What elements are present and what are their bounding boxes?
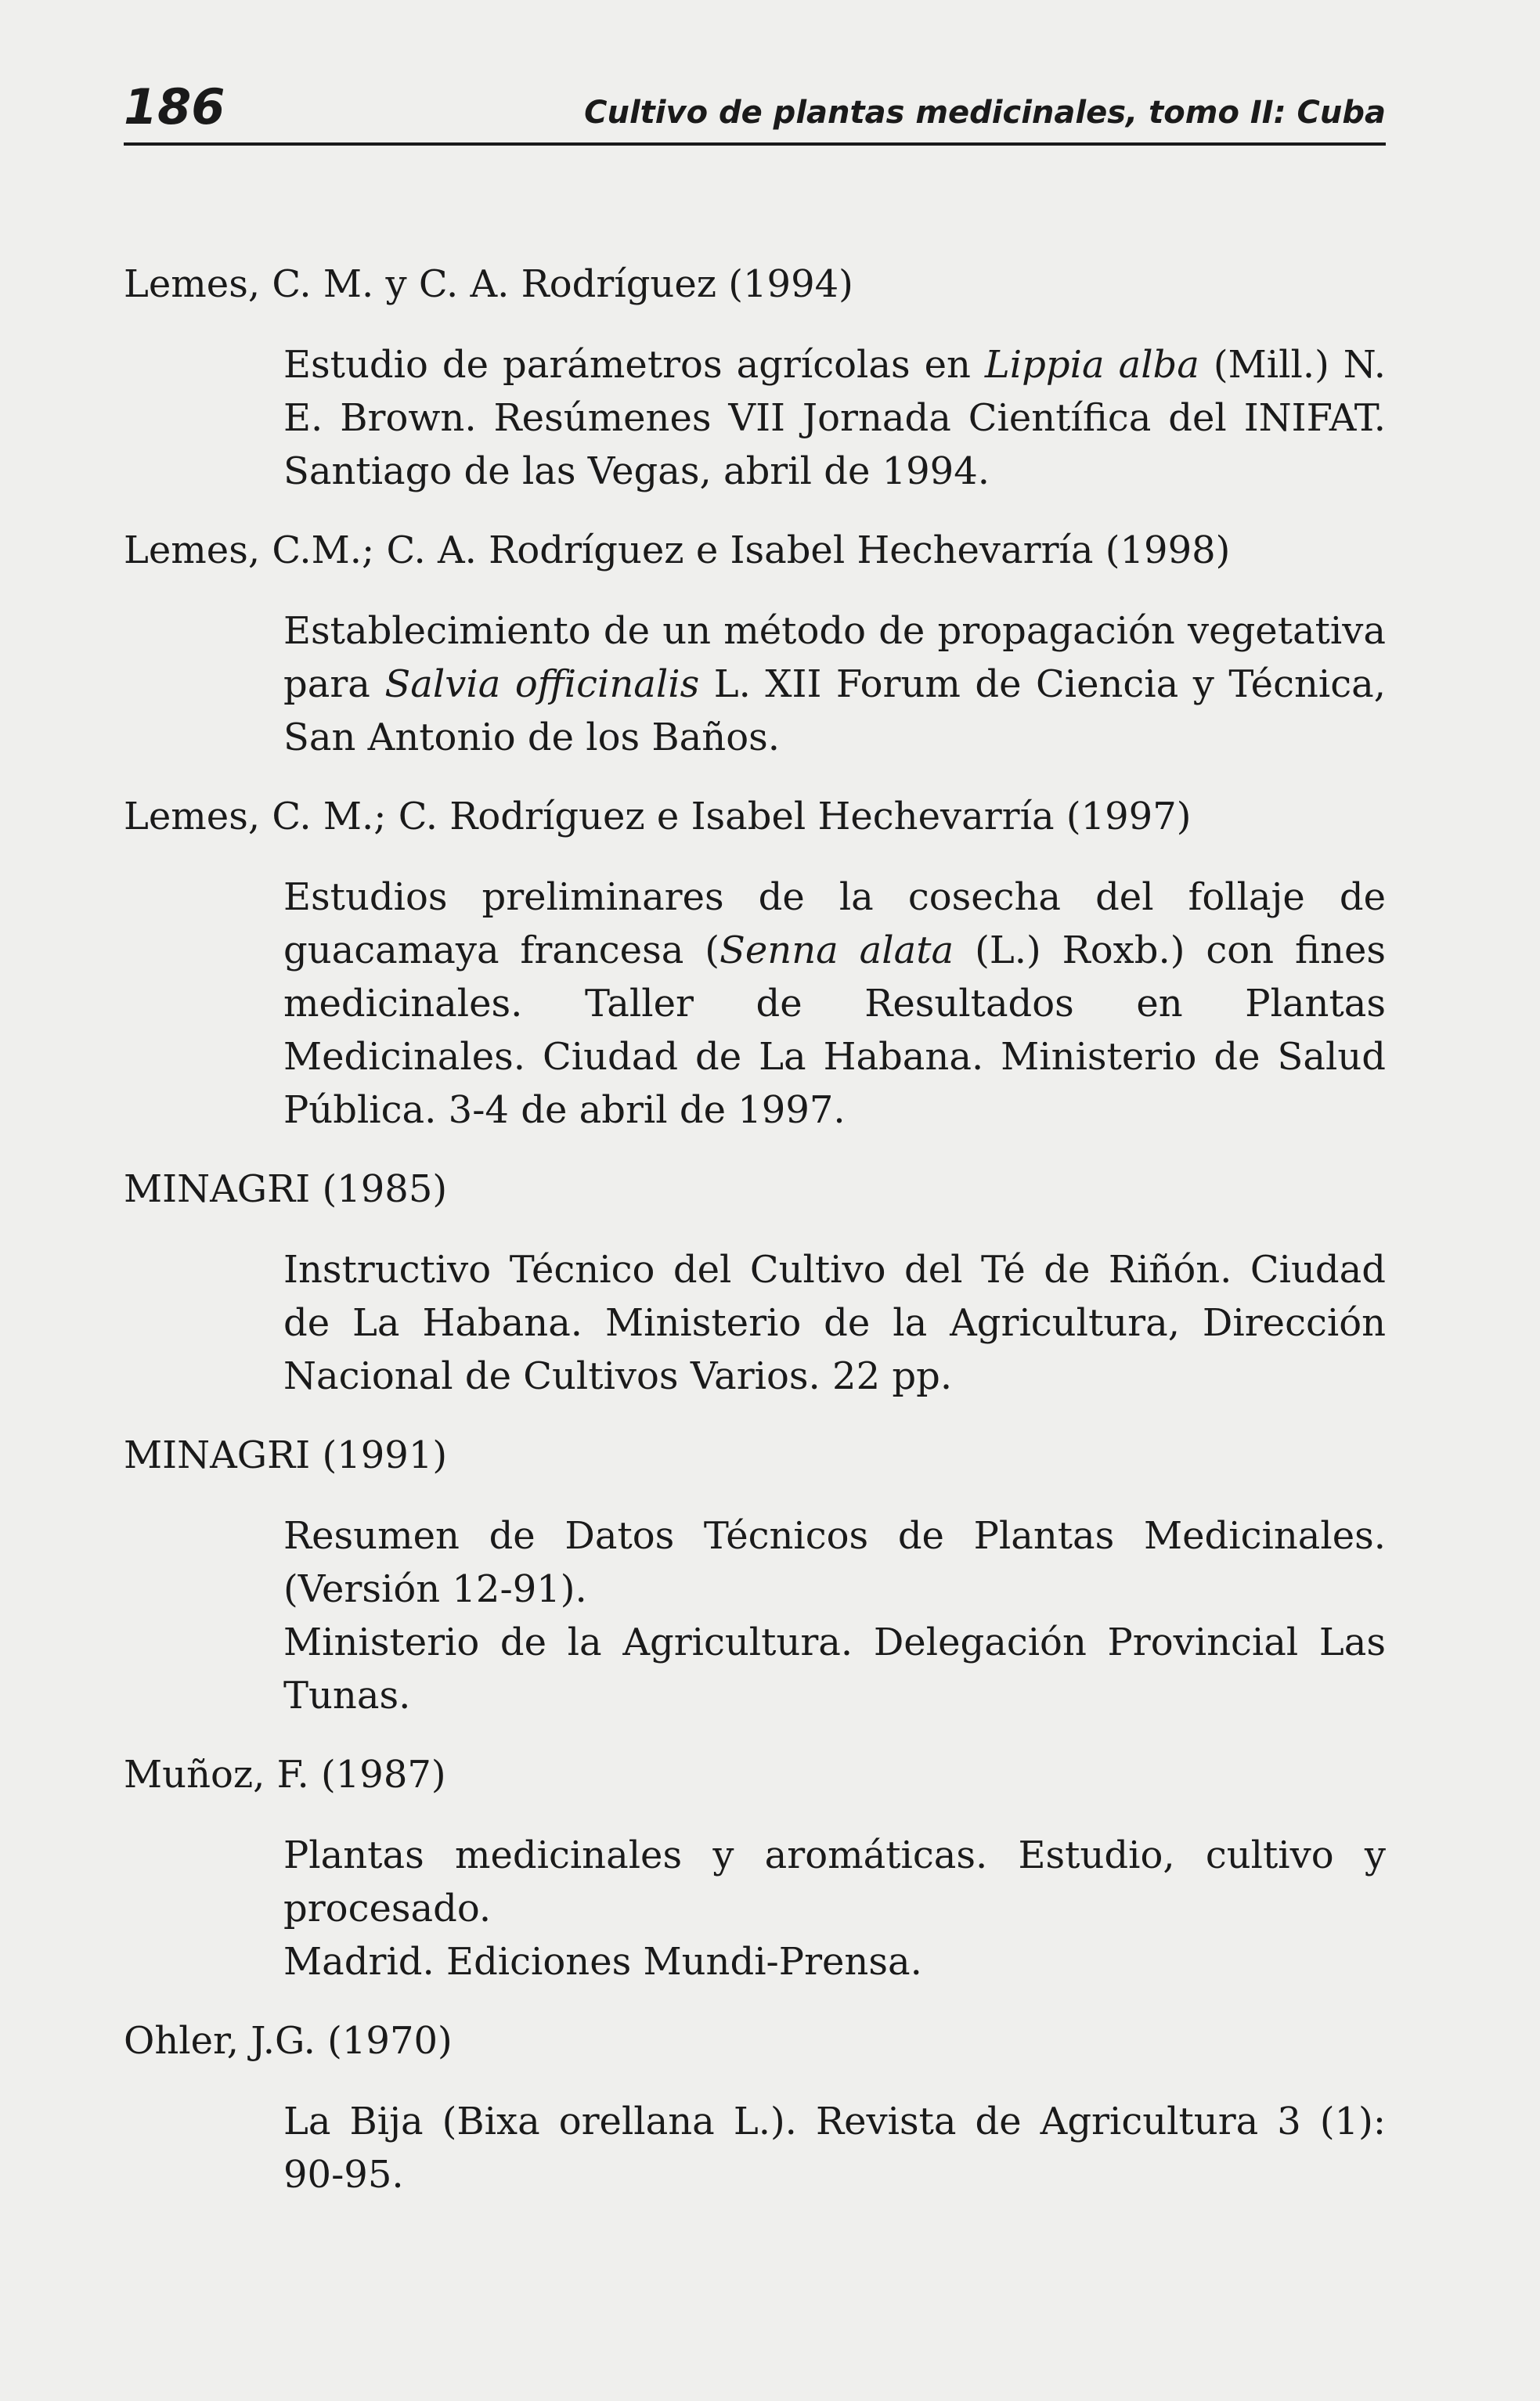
reference-entry [124, 791, 1386, 1137]
reference-description [283, 604, 1386, 764]
reference-description [283, 1509, 1386, 1722]
running-title: Cultivo de plantas medicinales, tomo II: Cuba [584, 95, 1386, 131]
reference-text: Madrid. Ediciones Mundi-Prensa. [283, 1940, 922, 1984]
reference-author: Lemes, C.M.; C. A. Rodríguez e Isabel Hechevarría (1998) [124, 528, 1231, 572]
reference-text: Resumen de Datos Técnicos de Plantas Medicinales. (Versión 12-91). [283, 1514, 1386, 1611]
reference-entry [124, 2015, 1386, 2201]
reference-description [283, 338, 1386, 498]
reference-text: Estudio de parámetros agrícolas en [283, 343, 985, 387]
reference-description [283, 1243, 1386, 1403]
reference-entry [124, 1749, 1386, 1988]
reference-text: L. XII Forum de Ciencia y Técnica, San Antonio de los Baños. [283, 662, 1386, 759]
reference-entry [124, 1429, 1386, 1722]
reference-description [283, 871, 1386, 1137]
reference-author: Muñoz, F. (1987) [124, 1753, 446, 1797]
reference-text: La Bija (Bixa orellana L.). Revista de Agricultura 3 (1): 90-95. [283, 2100, 1386, 2197]
reference-list [124, 258, 1386, 2228]
reference-text: (L.) Roxb.) con fines medicinales. Taller de Resultados en Plantas Medicinales. Ciudad de La Habana. Ministerio de Salud Pública. 3-4 de abril de 1997. [283, 928, 1387, 1132]
reference-author: MINAGRI (1991) [124, 1433, 448, 1477]
species-name: Salvia officinalis [384, 662, 700, 706]
page-number: 186 [124, 78, 225, 135]
reference-text: (Mill.) N. E. Brown. Resúmenes VII Jornada Científica del INIFAT. Santiago de las Vegas, abril de 1994. [283, 343, 1386, 493]
reference-text: Plantas medicinales y aromáticas. Estudio, cultivo y procesado. [283, 1833, 1386, 1931]
reference-author: Ohler, J.G. (1970) [124, 2019, 453, 2063]
reference-text: Estudios preliminares de la cosecha del follaje de guacamaya francesa ( [283, 875, 1386, 972]
page-header [124, 75, 1386, 146]
reference-entry [124, 258, 1386, 498]
reference-text: Ministerio de la Agricultura. Delegación Provincial Las Tunas. [283, 1620, 1386, 1718]
species-name: Senna alata [720, 928, 954, 972]
reference-text: Establecimiento de un método de propagación vegetativa para [283, 609, 1386, 706]
species-name: Lippia alba [984, 343, 1199, 387]
reference-author: Lemes, C. M. y C. A. Rodríguez (1994) [124, 262, 853, 306]
reference-text: Instructivo Técnico del Cultivo del Té de Riñón. Ciudad de La Habana. Ministerio de la Agricultura, Dirección Nacional de Cultivos Varios. 22 pp. [283, 1248, 1386, 1398]
reference-description [283, 2095, 1386, 2201]
header-rule [124, 142, 1386, 146]
reference-description [283, 1829, 1386, 1988]
reference-author: MINAGRI (1985) [124, 1167, 448, 1211]
reference-author: Lemes, C. M.; C. Rodríguez e Isabel Hechevarría (1997) [124, 795, 1192, 838]
reference-entry [124, 525, 1386, 764]
reference-entry [124, 1163, 1386, 1403]
